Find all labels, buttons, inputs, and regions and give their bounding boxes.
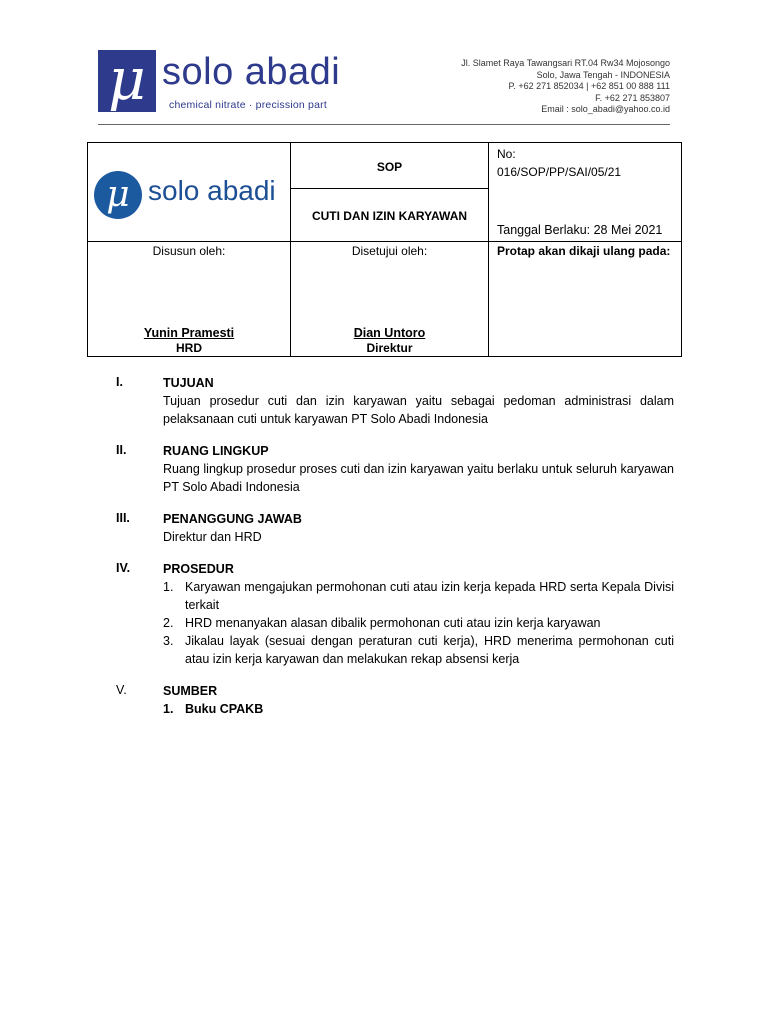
prepared-by-role: HRD [176, 341, 202, 355]
sop-sections [116, 375, 674, 733]
step-text: Jikalau layak (sesuai dengan peraturan cuti kerja), HRD menerima permohonan cuti atau izin kerja karyawan dan melakukan rekap absensi kerja [185, 634, 674, 666]
section-text: Ruang lingkup prosedur proses cuti dan izin karyawan yaitu berlaku untuk seluruh karyawan PT Solo Abadi Indonesia [163, 462, 674, 494]
step-number: 3. [163, 634, 174, 648]
sop-header-table [87, 142, 682, 357]
section-title: RUANG LINGKUP [163, 444, 269, 458]
step-number: 1. [163, 580, 174, 594]
header-divider [98, 124, 670, 125]
approved-by-label: Disetujui oleh: [351, 244, 428, 258]
list-item [163, 614, 674, 632]
sop-logo-text: solo abadi [148, 175, 276, 206]
section-penanggung-jawab [116, 511, 674, 546]
step-text: Karyawan mengajukan permohonan cuti atau izin kerja kepada HRD serta Kepala Divisi terkait [185, 580, 674, 612]
section-tujuan [116, 375, 674, 428]
logo-mu-icon: μ [108, 45, 146, 113]
section-title: TUJUAN [163, 376, 214, 390]
company-address [461, 58, 670, 116]
section-number: V. [116, 683, 127, 697]
approved-by-cell [291, 242, 489, 357]
fax-line: F. +62 271 853807 [595, 92, 670, 103]
list-item [163, 578, 674, 614]
sop-label: SOP [291, 143, 489, 189]
brand-tagline: chemical nitrate · precission part [169, 99, 327, 111]
prepared-by-cell [88, 242, 291, 357]
company-logo [98, 45, 156, 113]
sop-logo-cell [88, 143, 291, 242]
section-number: II. [116, 443, 127, 457]
approved-by-name: Dian Untoro [353, 326, 426, 340]
procedure-steps [163, 578, 674, 668]
section-ruang-lingkup [116, 443, 674, 496]
section-number: I. [116, 375, 123, 389]
doc-number-label: No: [497, 147, 516, 161]
effective-date: Tanggal Berlaku: 28 Mei 2021 [497, 223, 663, 237]
prepared-by-name: Yunin Pramesti [143, 326, 235, 340]
step-number: 2. [163, 616, 174, 630]
section-title: PROSEDUR [163, 562, 234, 576]
doc-number-value: 016/SOP/PP/SAI/05/21 [497, 165, 622, 179]
source-list [163, 700, 674, 718]
section-prosedur [116, 561, 674, 668]
section-title: PENANGGUNG JAWAB [163, 512, 302, 526]
sop-logo-circle [94, 171, 142, 219]
section-number: III. [116, 511, 130, 525]
brand-name: solo abadi [162, 51, 341, 93]
source-text: Buku CPAKB [185, 702, 264, 716]
section-text: Tujuan prosedur cuti dan izin karyawan yaitu sebagai pedoman administrasi dalam pelaksanaan cuti untuk karyawan PT Solo Abadi Indonesia [163, 394, 674, 426]
list-item [163, 700, 674, 718]
section-sumber [116, 683, 674, 718]
step-text: HRD menanyakan alasan dibalik permohonan cuti atau izin kerja karyawan [185, 616, 601, 630]
section-number: IV. [116, 561, 131, 575]
section-text: Direktur dan HRD [163, 530, 262, 544]
doc-number-cell [489, 143, 682, 242]
address-line: Solo, Jawa Tengah - INDONESIA [536, 69, 670, 80]
phone-line: P. +62 271 852034 | +62 851 00 888 111 [508, 81, 670, 92]
doc-title: CUTI DAN IZIN KARYAWAN [291, 189, 489, 242]
list-item [163, 632, 674, 668]
letterhead [0, 0, 768, 128]
review-date-label: Protap akan dikaji ulang pada: [489, 242, 682, 357]
section-title: SUMBER [163, 684, 218, 698]
logo-mu-icon: μ [106, 174, 130, 215]
email-line: Email : solo_abadi@yahoo.co.id [541, 104, 670, 115]
address-line: Jl. Slamet Raya Tawangsari RT.04 Rw34 Mojosongo [461, 58, 670, 68]
prepared-by-label: Disusun oleh: [152, 244, 226, 258]
step-number: 1. [163, 702, 174, 716]
approved-by-role: Direktur [366, 341, 413, 355]
